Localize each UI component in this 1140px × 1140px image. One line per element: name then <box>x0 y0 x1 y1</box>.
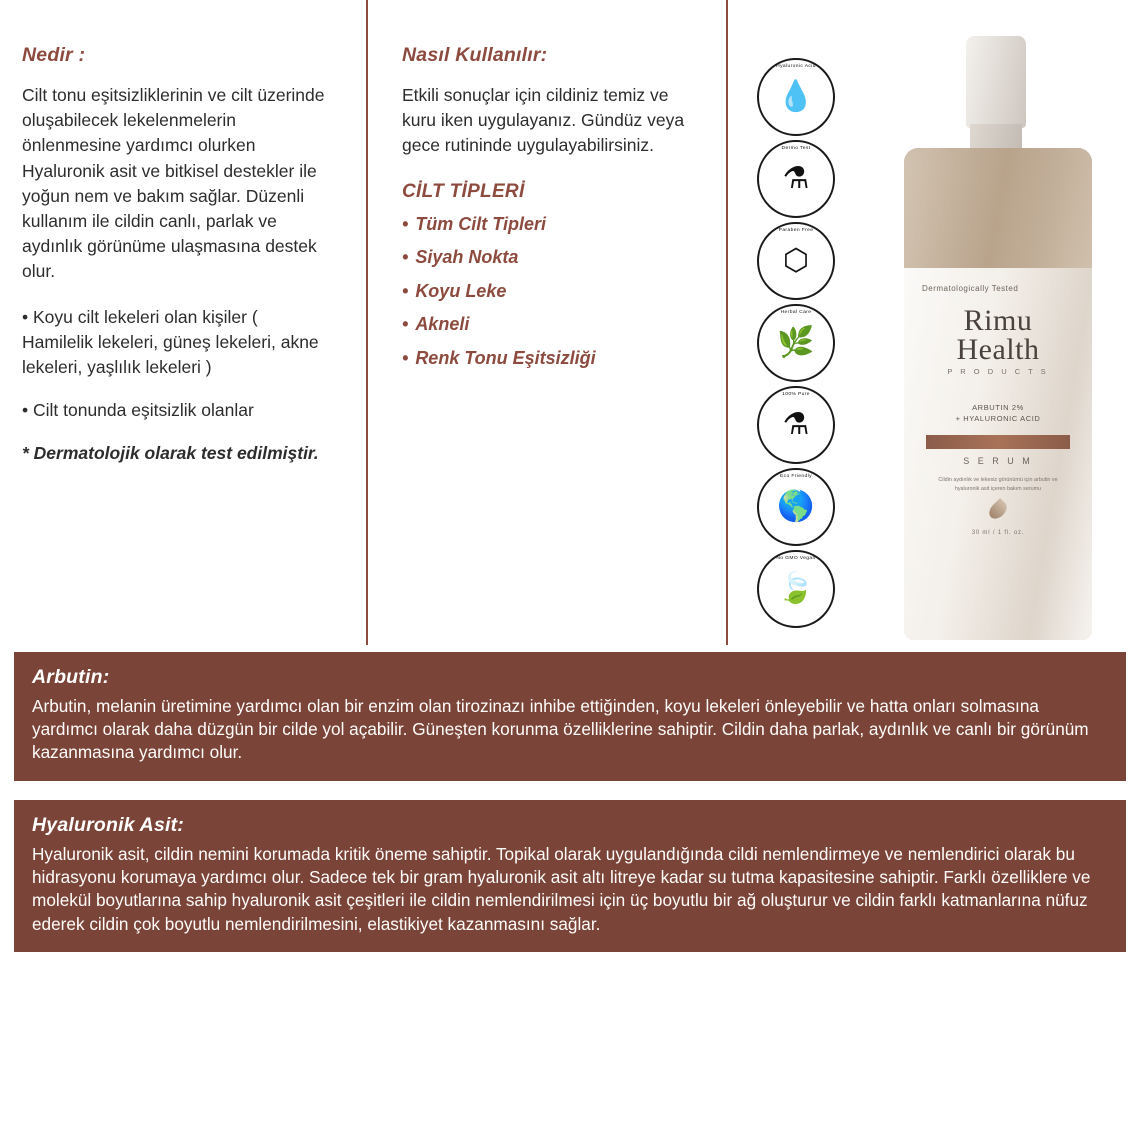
list-item: • Akneli <box>402 313 696 336</box>
column-what-is-it <box>0 0 368 645</box>
brand-line-2: Health <box>956 332 1040 366</box>
label-fine-print: Cildin aydınlık ve lekesiz görünümü için arbutin ve hyaluronik asit içeren bakım serumu <box>938 476 1058 492</box>
list-item: • Siyah Nokta <box>402 246 696 269</box>
panel-arbutin-text: Arbutin, melanin üretimine yardımcı olan bir enzim olan tirozinazı inhibe ettiğinden, koyu lekeleri önleyebilir ve hatta onları solmasına yardımcı olarak daha düzgün bir cilde yol açabilir. Güneşten korunma özelliklerine sahiptir. Cildin daha parlak, aydınlık ve canlı bir görünüm kazanmasına yardımcı olur. <box>32 696 1089 763</box>
paraben-free-badge <box>757 222 835 300</box>
hyaluronic-acid-badge <box>757 58 835 136</box>
beaker-icon: ⚗ <box>782 408 810 441</box>
active-arbutin: ARBUTIN 2% <box>972 403 1024 412</box>
badge-ring-label: No GMO Vegan <box>776 555 816 561</box>
badge-ring-label: Dermo Test <box>781 145 811 151</box>
list-item: • Koyu Leke <box>402 280 696 303</box>
skin-types-heading: CİLT TİPLERİ <box>402 180 525 202</box>
leaf-icon: 🌿 <box>777 326 815 359</box>
left-bullet-1: • Koyu cilt lekeleri olan kişiler ( Hamilelik lekeleri, güneş lekeleri, akne lekeleri, yaşlılık lekeleri ) <box>22 306 319 377</box>
panel-hyaluronic <box>14 800 1126 952</box>
water-drop-icon: 💧 <box>777 80 815 113</box>
left-paragraph: Cilt tonu eşitsizliklerinin ve cilt üzerinde oluşabilecek lekelenmelerin önlenmesine yardımcı olurken Hyaluronik asit ve bitkisel destekler ile yoğun nem ve bakım sağlar. Düzenli kullanım ile cildin canlı, parlak ve aydınlık görünüme ulaşmasına destek olur. <box>22 85 325 282</box>
list-item: • Tüm Cilt Tipleri <box>402 213 696 236</box>
badge-ring-label: Eco Friendly <box>780 473 812 479</box>
molecule-icon: ⬡ <box>782 244 810 277</box>
column-product-image <box>728 0 1140 645</box>
left-footnote: * Dermatolojik olarak test edilmiştir. <box>22 443 319 464</box>
panel-arbutin <box>14 652 1126 781</box>
lab-tested-badge <box>757 386 835 464</box>
badge-ring-label: 100% Pure <box>782 391 810 397</box>
eco-friendly-badge <box>757 468 835 546</box>
list-item: • Renk Tonu Eşitsizliği <box>402 347 696 370</box>
dropper-cap <box>966 36 1026 128</box>
globe-icon: 🌎 <box>777 490 815 523</box>
middle-paragraph: Etkili sonuçlar için cildiniz temiz ve kuru iken uygulayanız. Gündüz veya gece rutininde uygulayabilirsiniz. <box>402 85 685 156</box>
panel-arbutin-heading: Arbutin: <box>32 666 110 688</box>
brand-line-1: Rimu <box>963 304 1033 337</box>
no-gmo-badge <box>757 550 835 628</box>
left-bullet-2: • Cilt tonunda eşitsizlik olanlar <box>22 400 254 421</box>
herbal-content-badge <box>757 304 835 382</box>
dermatologically-tested-badge <box>757 140 835 218</box>
panel-hyaluronic-heading: Hyaluronik Asit: <box>32 814 185 836</box>
skin-types-list <box>402 213 696 370</box>
left-heading: Nedir : <box>22 44 86 66</box>
badge-ring-label: Herbal Care <box>780 309 812 315</box>
label-serum-word: S E R U M <box>963 455 1033 466</box>
panel-hyaluronic-text: Hyaluronik asit, cildin nemini korumada kritik öneme sahiptir. Topikal olarak uygulandığında cildi nemlendirmeye ve nemlendirici olarak bu hidrasyonu korumaya yardımcı olur. Sadece tek bir gram hyaluronik asit altı litreye kadar su tutma kapasitesine sahiptir. Farklı özelliklere ve molekül boyutlarına sahip hyaluronik asit çeşitleri ile cildin nemlendirilmesi için üç boyutlu bir ağ oluşturur ve cildin farklı katmanlarına nüfuz ederek cildin çok boyutlu nemlendirilmesini, elastikiyet kazanmasını sağlar. <box>32 844 1091 934</box>
badge-ring-label: Hyaluronic Acid <box>776 63 816 69</box>
label-actives <box>920 402 1076 425</box>
serum-bottle-image <box>898 36 1108 646</box>
label-accent-bar <box>926 435 1070 449</box>
badge-ring-label: Paraben Free <box>778 227 814 233</box>
flask-icon: ⚗ <box>782 162 810 195</box>
vegan-leaf-icon: 🍃 <box>777 572 815 605</box>
middle-heading: Nasıl Kullanılır: <box>402 44 548 66</box>
bottle-label <box>904 268 1092 640</box>
column-how-to-use <box>368 0 728 645</box>
label-volume: 30 ml / 1 fl. oz. <box>971 529 1025 536</box>
drop-icon <box>986 498 1010 522</box>
serum-liquid <box>904 148 1092 268</box>
label-derm-test: Dermatologically Tested <box>922 284 1019 293</box>
brand-subtitle: P R O D U C T S <box>947 367 1049 376</box>
active-hyaluronic: + HYALURONIC ACID <box>955 414 1041 424</box>
bottle-body <box>904 148 1092 640</box>
certification-badges <box>748 58 844 628</box>
